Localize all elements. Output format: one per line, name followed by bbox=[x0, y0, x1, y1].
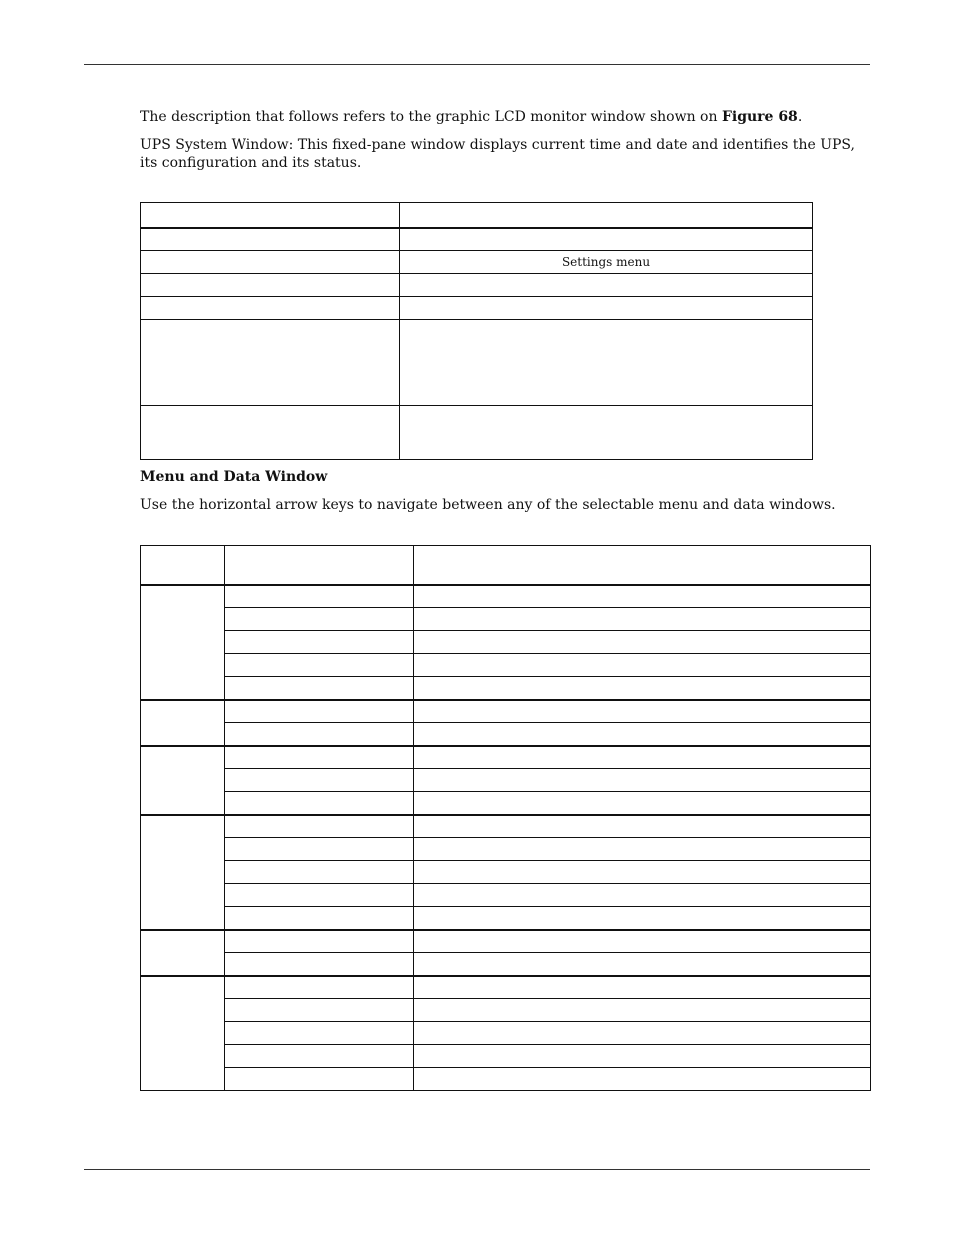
table-cell bbox=[400, 297, 813, 320]
table-cell bbox=[414, 861, 871, 884]
table-row bbox=[141, 585, 871, 608]
table-cell bbox=[225, 608, 414, 631]
table-row bbox=[141, 1045, 871, 1068]
table-cell bbox=[414, 815, 871, 838]
table-cell bbox=[225, 930, 414, 953]
table-row bbox=[141, 1022, 871, 1045]
table-cell bbox=[225, 654, 414, 677]
table-cell bbox=[225, 953, 414, 976]
table-cell bbox=[400, 203, 813, 228]
table-row bbox=[141, 631, 871, 654]
table-row bbox=[141, 228, 813, 251]
table-row bbox=[141, 406, 813, 460]
table-cell bbox=[414, 1045, 871, 1068]
group-label-cell bbox=[141, 700, 225, 746]
table-cell bbox=[141, 274, 400, 297]
table-cell bbox=[225, 631, 414, 654]
intro-text: The description that follows refers to the graphic LCD monitor window shown on bbox=[140, 109, 722, 125]
table-cell bbox=[414, 1068, 871, 1091]
table-row bbox=[141, 274, 813, 297]
table-cell bbox=[141, 406, 400, 460]
table-row bbox=[141, 792, 871, 815]
menu-data-window-table bbox=[140, 545, 871, 1091]
table-cell bbox=[141, 251, 400, 274]
group-label-cell bbox=[141, 976, 225, 1091]
intro-text-end: . bbox=[797, 109, 803, 125]
table-cell bbox=[225, 884, 414, 907]
ups-system-window-table bbox=[140, 202, 813, 460]
table-cell bbox=[225, 723, 414, 746]
menu-data-window-description: Use the horizontal arrow keys to navigate between any of the selectable menu and data windows. bbox=[140, 497, 836, 513]
table-cell bbox=[414, 792, 871, 815]
table-cell bbox=[225, 861, 414, 884]
table-row bbox=[141, 297, 813, 320]
table-cell bbox=[414, 1022, 871, 1045]
table-cell bbox=[414, 884, 871, 907]
table-row bbox=[141, 930, 871, 953]
table-cell bbox=[414, 677, 871, 700]
table-cell bbox=[414, 907, 871, 930]
group-label-cell bbox=[141, 746, 225, 815]
table-cell bbox=[141, 320, 400, 406]
table-row bbox=[141, 1068, 871, 1091]
table-row bbox=[141, 976, 871, 999]
table-cell bbox=[225, 746, 414, 769]
header-rule bbox=[84, 64, 870, 65]
table-cell bbox=[225, 1045, 414, 1068]
table-cell bbox=[225, 585, 414, 608]
table-row bbox=[141, 861, 871, 884]
table-cell bbox=[414, 976, 871, 999]
table-cell bbox=[414, 746, 871, 769]
table-header-row bbox=[141, 203, 813, 228]
table-row bbox=[141, 700, 871, 723]
table-cell bbox=[414, 769, 871, 792]
figure-reference: Figure 68 bbox=[721, 109, 798, 125]
table-cell bbox=[414, 608, 871, 631]
table-row bbox=[141, 320, 813, 406]
table-row bbox=[141, 723, 871, 746]
table-cell bbox=[414, 723, 871, 746]
group-label-cell bbox=[141, 930, 225, 976]
table-cell bbox=[225, 700, 414, 723]
table-cell bbox=[225, 1022, 414, 1045]
table-row bbox=[141, 884, 871, 907]
table-cell bbox=[414, 631, 871, 654]
ups-system-window-description: UPS System Window: This fixed-pane window displays current time and date and identifies the UPS, its configuration and its status. bbox=[140, 137, 855, 171]
table-cell bbox=[141, 297, 400, 320]
table-header-cell bbox=[141, 546, 225, 585]
table-cell bbox=[414, 654, 871, 677]
table-cell bbox=[414, 953, 871, 976]
table-cell bbox=[414, 700, 871, 723]
intro-paragraph bbox=[140, 108, 870, 126]
table-cell bbox=[400, 320, 813, 406]
table-row bbox=[141, 907, 871, 930]
table-cell bbox=[400, 274, 813, 297]
table-cell bbox=[225, 976, 414, 999]
table-header-cell bbox=[225, 546, 414, 585]
table-header-row bbox=[141, 546, 871, 585]
table-row bbox=[141, 838, 871, 861]
table-cell bbox=[400, 228, 813, 251]
table-cell bbox=[414, 838, 871, 861]
table-row bbox=[141, 999, 871, 1022]
table-row bbox=[141, 815, 871, 838]
table-cell bbox=[225, 769, 414, 792]
table-row bbox=[141, 608, 871, 631]
table-cell bbox=[414, 930, 871, 953]
table-row bbox=[141, 953, 871, 976]
table-cell bbox=[414, 999, 871, 1022]
table-cell bbox=[414, 585, 871, 608]
table-row bbox=[141, 251, 813, 274]
menu-data-window-heading: Menu and Data Window bbox=[140, 469, 328, 485]
table-row bbox=[141, 677, 871, 700]
table-row bbox=[141, 769, 871, 792]
table-cell bbox=[225, 999, 414, 1022]
table-cell bbox=[141, 203, 400, 228]
table-cell bbox=[141, 228, 400, 251]
table-header-cell bbox=[414, 546, 871, 585]
table-row bbox=[141, 746, 871, 769]
table-cell bbox=[225, 677, 414, 700]
table-cell bbox=[225, 838, 414, 861]
table-cell: Settings menu bbox=[400, 251, 813, 274]
table-cell bbox=[400, 406, 813, 460]
group-label-cell bbox=[141, 815, 225, 930]
footer-rule bbox=[84, 1169, 870, 1170]
table-row bbox=[141, 654, 871, 677]
table-cell bbox=[225, 792, 414, 815]
table-cell bbox=[225, 1068, 414, 1091]
group-label-cell bbox=[141, 585, 225, 700]
table-cell bbox=[225, 907, 414, 930]
table-cell bbox=[225, 815, 414, 838]
